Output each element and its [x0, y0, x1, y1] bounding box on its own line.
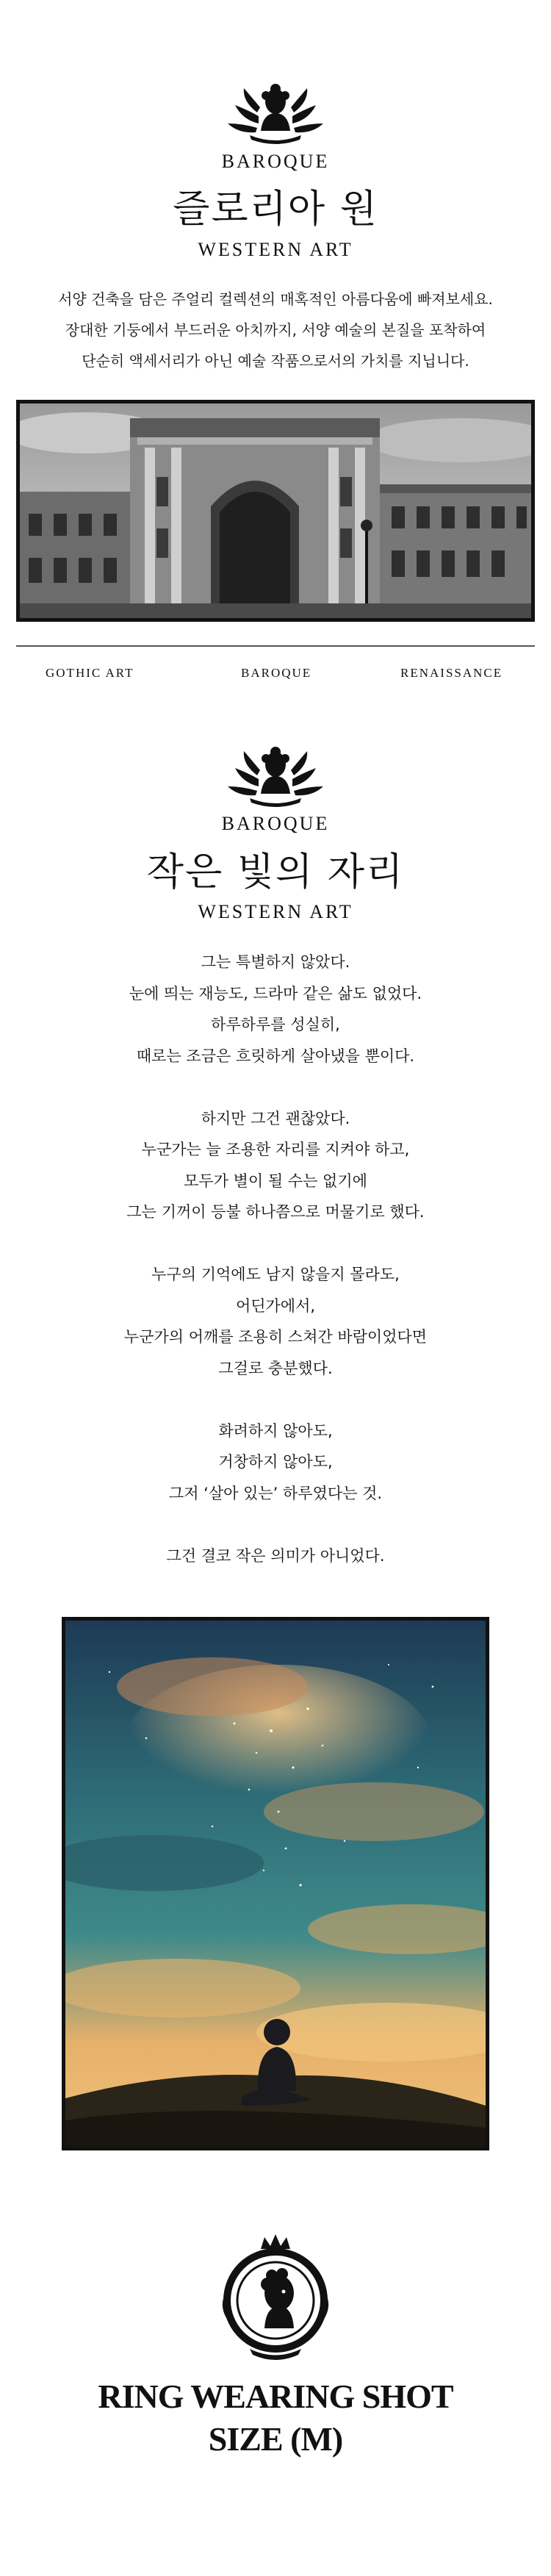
- label-western-art: WESTERN ART: [198, 239, 353, 260]
- section-title: 작은 빛의 자리: [146, 850, 405, 894]
- page-title: 즐로리아 원: [173, 187, 378, 232]
- building-photo: [16, 400, 535, 622]
- poem-line: 그걸로 충분했다.: [218, 1359, 333, 1377]
- poem-line: 그는 기꺼이 등불 하나쯤으로 머물기로 했다.: [126, 1203, 425, 1221]
- poem-line: 그저 ‘살아 있는’ 하루였다는 것.: [168, 1484, 383, 1502]
- medallion-emblem-icon: [220, 2233, 331, 2364]
- nav-item-gothic-art[interactable]: GOTHIC ART: [46, 666, 134, 680]
- label-western-art: WESTERN ART: [198, 901, 353, 922]
- footer-title: [0, 2375, 551, 2461]
- crest-icon: [220, 742, 331, 811]
- footer-title-line2: SIZE (M): [208, 2420, 343, 2458]
- poem-line: 모두가 별이 될 수는 없기에: [184, 1172, 367, 1190]
- poem-line: 누군가의 어깨를 조용히 스쳐간 바람이었다면: [123, 1328, 428, 1346]
- crest-icon: [220, 79, 331, 148]
- nav-item-baroque[interactable]: BAROQUE: [241, 666, 312, 680]
- poem-line: 하루하루를 성실히,: [211, 1016, 340, 1033]
- poem-line: 화려하지 않아도,: [218, 1421, 333, 1440]
- label-baroque: BAROQUE: [221, 151, 330, 172]
- intro-line: 서양 건축을 담은 주얼리 컬렉션의 매혹적인 아름다움에 빠져보세요.: [58, 290, 493, 308]
- intro-line: 단순히 액세서리가 아닌 예술 작품으로서의 가치를 지닙니다.: [82, 352, 469, 370]
- poem-line: 누구의 기억에도 남지 않을지 몰라도,: [151, 1266, 400, 1283]
- poem-line: 때로는 조금은 흐릿하게 살아냈을 뿐이다.: [136, 1047, 415, 1065]
- label-baroque: BAROQUE: [221, 813, 330, 834]
- intro-line: 장대한 기둥에서 부드러운 아치까지, 서양 예술의 본질을 포착하여: [65, 321, 486, 339]
- poem-spacer: [0, 1384, 551, 1416]
- poem-line: 눈에 띄는 재능도, 드라마 같은 삶도 없었다.: [129, 984, 422, 1002]
- poem-line: 그건 결코 작은 의미가 아니었다.: [166, 1546, 385, 1565]
- poem-spacer: [0, 1509, 551, 1540]
- poem-line: 거창하지 않아도,: [218, 1453, 333, 1471]
- poem-line: 하지만 그건 괜찮았다.: [201, 1109, 350, 1127]
- divider: [16, 645, 535, 647]
- footer-title-line1: RING WEARING SHOT: [98, 2378, 453, 2415]
- nav-item-renaissance[interactable]: RENAISSANCE: [400, 666, 503, 680]
- starry-sky-photo: [62, 1617, 489, 2150]
- poem-line: 어딘가에서,: [235, 1296, 316, 1315]
- poem-line: 그는 특별하지 않았다.: [201, 953, 350, 971]
- poem-spacer: [0, 1228, 551, 1260]
- poem-line: 누군가는 늘 조용한 자리를 지켜야 하고,: [141, 1141, 410, 1158]
- intro-text: [0, 284, 551, 376]
- poem-text: [0, 947, 551, 1571]
- poem-spacer: [0, 1072, 551, 1103]
